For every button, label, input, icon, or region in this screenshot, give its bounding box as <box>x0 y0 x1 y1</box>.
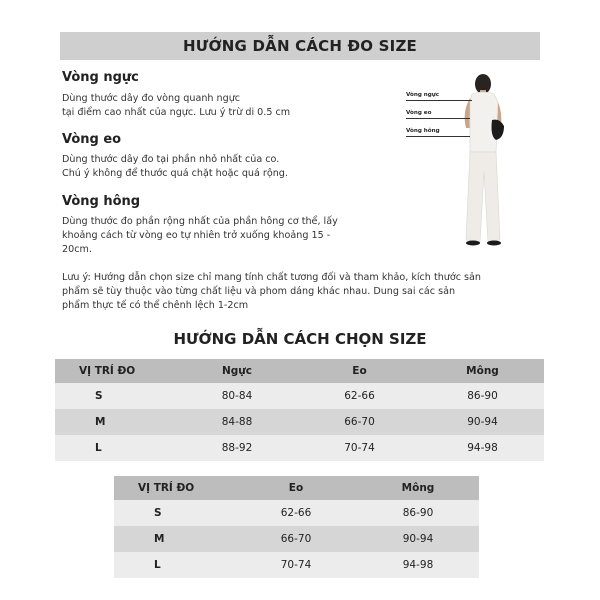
section-text-line: Dùng thước đo phần rộng nhất của phần hông cơ thể, lấy <box>62 216 338 227</box>
table-cell-size: S <box>55 383 176 409</box>
model-illustration <box>400 72 540 252</box>
section-text-waist <box>62 153 392 181</box>
table-cell-size: L <box>114 552 235 578</box>
table-cell: 62-66 <box>235 500 357 526</box>
size-table-full <box>55 359 544 461</box>
table-header-cell: VỊ TRÍ ĐO <box>114 476 235 500</box>
table-cell: 94-98 <box>357 552 479 578</box>
table-row <box>114 500 479 526</box>
table-cell-size: M <box>114 526 235 552</box>
table-row <box>55 435 544 461</box>
measure-label-waist: Vòng eo <box>406 110 432 116</box>
table-cell: 66-70 <box>298 409 421 435</box>
table-cell: 86-90 <box>421 383 544 409</box>
table-header-cell: Ngực <box>176 359 298 383</box>
measure-line-chest <box>406 100 472 101</box>
section-text-line: Dùng thước dây đo vòng quanh ngực <box>62 93 241 104</box>
page-title: HƯỚNG DẪN CÁCH ĐO SIZE <box>183 37 417 55</box>
table-cell: 80-84 <box>176 383 298 409</box>
table-header-cell: Mông <box>421 359 544 383</box>
table-header-cell: Eo <box>235 476 357 500</box>
table-row <box>55 409 544 435</box>
section-text-line: tại điểm cao nhất của ngực. Lưu ý trừ di 0.5 cm <box>62 107 291 118</box>
section-title-waist: Vòng eo <box>62 132 122 147</box>
table-header-row <box>114 476 479 500</box>
table-cell: 70-74 <box>298 435 421 461</box>
section-text-line: khoảng cách từ vòng eo tự nhiên trở xuống khoảng 15 - <box>62 230 331 241</box>
table-cell: 90-94 <box>421 409 544 435</box>
table-cell: 66-70 <box>235 526 357 552</box>
table-cell: 94-98 <box>421 435 544 461</box>
model-figure <box>400 72 540 252</box>
measure-label-hip: Vòng hông <box>406 128 440 134</box>
section-text-chest <box>62 92 392 120</box>
table-header-cell: Eo <box>298 359 421 383</box>
table-header-cell: VỊ TRÍ ĐO <box>55 359 176 383</box>
table-cell: 84-88 <box>176 409 298 435</box>
note-line: Lưu ý: Hướng dẫn chọn size chỉ mang tính chất tương đối và tham khảo, kích thước sản <box>62 272 482 283</box>
note-line: phẩm thực tế có thể chênh lệch 1-2cm <box>62 300 249 311</box>
section-text-hip <box>62 215 392 257</box>
section-title-chest: Vòng ngực <box>62 70 139 85</box>
page-title-banner <box>60 32 540 60</box>
table-header-cell: Mông <box>357 476 479 500</box>
measure-label-chest: Vòng ngực <box>406 92 440 98</box>
section-text-line: Dùng thước dây đo tại phần nhỏ nhất của co. <box>62 154 280 165</box>
table-row <box>114 552 479 578</box>
table-header-row <box>55 359 544 383</box>
table-cell: 62-66 <box>298 383 421 409</box>
size-guide-title: HƯỚNG DẪN CÁCH CHỌN SIZE <box>173 330 427 348</box>
table-cell: 86-90 <box>357 500 479 526</box>
section-text-line: 20cm. <box>62 244 92 255</box>
table-cell-size: M <box>55 409 176 435</box>
note-line: phẩm sẽ tùy thuộc vào từng chất liệu và phom dáng khác nhau. Dung sai các sản <box>62 286 456 297</box>
table-cell-size: S <box>114 500 235 526</box>
measure-line-hip <box>406 136 470 137</box>
table-cell: 70-74 <box>235 552 357 578</box>
section-text-line: Chú ý không để thước quá chặt hoặc quá rộng. <box>62 168 288 179</box>
disclaimer-note <box>62 271 552 313</box>
table-row <box>114 526 479 552</box>
section-title-hip: Vòng hông <box>62 194 141 209</box>
table-row <box>55 383 544 409</box>
table-cell-size: L <box>55 435 176 461</box>
size-table-bottoms <box>114 476 479 578</box>
measure-line-waist <box>406 118 470 119</box>
table-cell: 88-92 <box>176 435 298 461</box>
table-cell: 90-94 <box>357 526 479 552</box>
